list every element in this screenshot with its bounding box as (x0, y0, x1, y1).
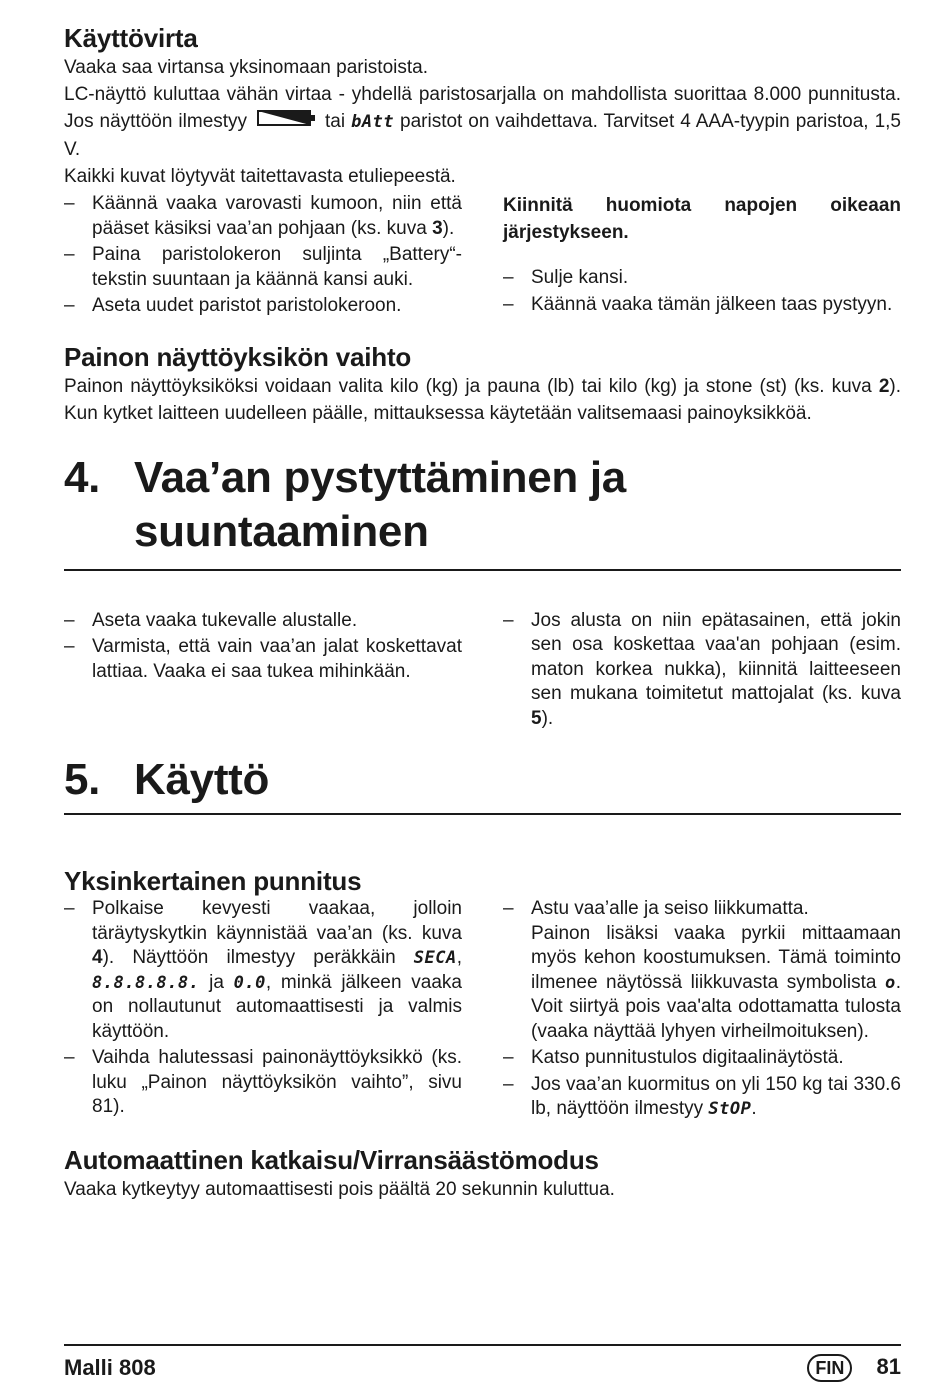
auto-off-paragraph: Vaaka kytkeytyy automaattisesti pois päältä 20 sekunnin kuluttua. (64, 1178, 615, 1200)
power-p2 (64, 81, 901, 163)
page-footer (64, 1344, 901, 1390)
section-title-units: Painon näyttöyksikön vaihto (64, 341, 412, 372)
list-item: – Jos alusta on niin epätasainen, että jokin sen osa koskettaa vaa'an pohjaan (esim. maton korkea nukka), kiinnitä laitteeseen sen mukana toimitetut mattojalat (ks. kuva 5). (503, 609, 901, 732)
list-item: – Polkaise kevyesti vaakaa, jolloin täräytyskytkin käynnistää vaa’an (ks. kuva 4). Näyttöön ilmestyy peräkkäin SECA, 8.8.8.8.8. ja 0.0, minkä jälkeen vaaka on nollautunut automaattisesti ja valmis käyttöön. (64, 897, 462, 1044)
lcd-batt: bAtt (351, 112, 395, 132)
polarity-note: Kiinnitä huomiota napojen oikeaan järjestykseen. (503, 195, 901, 243)
chapter-4-rule (64, 569, 901, 571)
list-item: – Varmista, että vain vaa’an jalat koskettavat lattiaa. Vaaka ei saa tukea mihinkään. (64, 635, 462, 684)
chapter-title: Käyttö (134, 755, 270, 804)
list-item: – Aseta vaaka tukevalle alustalle. (64, 609, 462, 634)
language-badge: FIN (807, 1354, 852, 1382)
section-title-weighing: Yksinkertainen punnitus (64, 866, 362, 896)
chapter-number: 5. (64, 755, 101, 804)
list-item: – Käännä vaaka varovasti kumoon, niin että pääset käsiksi vaa’an pohjaan (ks. kuva 3). (64, 192, 462, 241)
model-label: Malli 808 (64, 1355, 156, 1380)
weighing-columns (64, 897, 901, 1124)
battery-low-icon (257, 108, 315, 135)
power-left-column (64, 192, 462, 321)
power-p1: Vaaka saa virtansa yksinomaan paristoista. (64, 57, 428, 78)
chapter-number: 4. (64, 452, 101, 502)
weighing-right-list (503, 897, 901, 1122)
power-p2-c: paristot on vaihdettava. Tarvitset 4 AAA-tyypin paristoa, 1,5 V. (64, 111, 901, 160)
power-p3: Kaikki kuvat löytyvät taitettavasta etuliepeestä. (64, 166, 456, 187)
setup-columns (64, 609, 901, 734)
lcd-test-pattern: 8.8.8.8.8. (92, 972, 200, 993)
power-right-list (503, 266, 901, 317)
lcd-stop: StOP (708, 1099, 752, 1119)
chapter-5-rule (64, 813, 901, 815)
setup-right-column (503, 609, 901, 734)
weighing-right-column (503, 897, 901, 1124)
chapter-5-heading (64, 753, 901, 807)
setup-left-column (64, 609, 462, 734)
power-left-list (64, 192, 462, 319)
setup-right-list (503, 609, 901, 732)
lcd-zero: 0.0 (233, 972, 266, 993)
chapter-title: Vaa’an pystyttäminen ja suuntaaminen (134, 452, 626, 556)
list-item: – Aseta uudet paristot paristolokeroon. (64, 294, 462, 319)
units-paragraph: Painon näyttöyksiköksi voidaan valita kilo (kg) ja pauna (lb) tai kilo (kg) ja stone (st) (ks. kuva 2). Kun kytket laitteen uudelleen päälle, mittauksessa käytetään valitsemaasi painoyksikköä. (64, 375, 901, 424)
power-columns (64, 192, 901, 321)
setup-left-list (64, 609, 462, 685)
page-number: 81 (876, 1354, 901, 1379)
list-item: – Katso punnitustulos digitaalinäytöstä. (503, 1046, 901, 1071)
list-item: – Jos vaa’an kuormitus on yli 150 kg tai 330.6 lb, näyttöön ilmestyy StOP. (503, 1073, 901, 1122)
power-right-column (503, 192, 901, 321)
page (64, 22, 901, 1203)
list-item: – Sulje kansi. (503, 266, 901, 291)
power-p2-b: tai (325, 111, 346, 132)
weighing-left-list (64, 897, 462, 1120)
section-title-auto-off: Automaattinen katkaisu/Virransäästömodus (64, 1144, 599, 1175)
chapter-4-heading (64, 451, 901, 559)
footer-right (807, 1354, 901, 1382)
weighing-left-column (64, 897, 462, 1124)
lcd-moving-symbol: o (884, 972, 896, 993)
list-item: – Käännä vaaka tämän jälkeen taas pystyyn. (503, 293, 901, 318)
section-title-power: Käyttövirta (64, 23, 198, 53)
power-p2-a: LC-näyttö kuluttaa vähän virtaa - yhdellä paristosarjalla on mahdollista suorittaa 8.000 punnitusta. Jos näyttöön ilmestyy (64, 84, 901, 132)
list-item: – Vaihda halutessasi painonäyttöyksikkö (ks. luku „Painon näyttöyksikön vaihto”, sivu 81). (64, 1046, 462, 1120)
lcd-seca: SECA (413, 948, 457, 968)
list-item: – Astu vaa’alle ja seiso liikkumatta. Painon lisäksi vaaka pyrkii mittaamaan myös kehon koostumuksen. Tämä toiminto ilmenee näytössä liikkuvasta symbolista o. Voit siirtyä pois vaa'alta odottamatta tulosta (vaaka näyttää lyhyen virheilmoituksen). (503, 897, 901, 1044)
list-item: – Paina paristolokeron suljinta „Battery“-tekstin suuntaan ja käännä kansi auki. (64, 243, 462, 292)
